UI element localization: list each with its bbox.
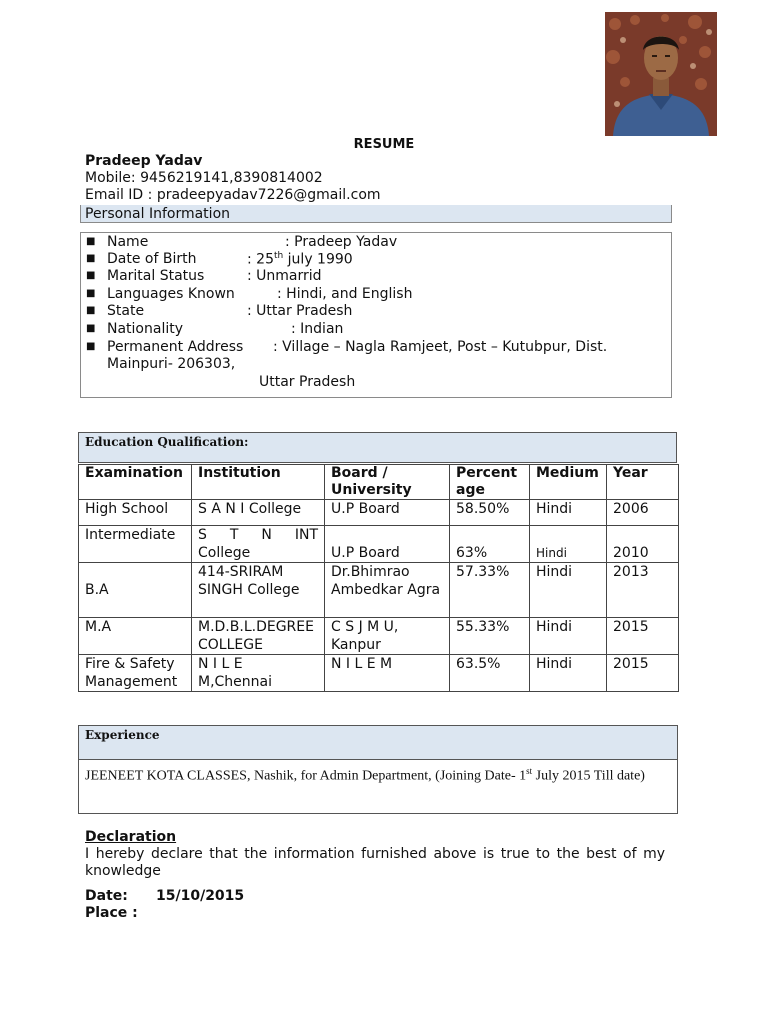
bullet-icon: ■ — [86, 288, 96, 299]
table-cell: 2006 — [607, 500, 679, 526]
table-row — [79, 618, 679, 655]
table-row — [79, 526, 679, 563]
column-header: Institution — [192, 465, 325, 500]
education-table — [78, 464, 679, 692]
declaration-text: I hereby declare that the information furnished above is true to the best of my knowledge — [85, 846, 665, 879]
column-header: Medium — [530, 465, 607, 500]
bullet-icon: ■ — [86, 270, 96, 281]
experience-text: JEENEET KOTA CLASSES, Nashik, for Admin Department, (Joining Date- 1st July 2015 Till date) — [78, 760, 678, 814]
table-cell: Hindi — [530, 655, 607, 692]
personal-key: Languages Known — [107, 286, 235, 302]
table-cell: 58.50% — [450, 500, 530, 526]
mobile-line: Mobile: 9456219141,8390814002 — [85, 170, 323, 186]
profile-photo-image — [605, 12, 717, 136]
personal-key: Nationality — [107, 321, 184, 337]
table-cell: Dr.Bhimrao Ambedkar Agra — [325, 563, 450, 618]
resume-title: RESUME — [353, 137, 415, 152]
table-cell: M.A — [79, 618, 192, 655]
table-cell: S A N I College — [192, 500, 325, 526]
personal-value: : Village – Nagla Ramjeet, Post – Kutubpur, Dist. — [273, 339, 608, 355]
personal-value: : Uttar Pradesh — [247, 303, 353, 319]
personal-key: Name — [107, 234, 149, 250]
table-header-row — [79, 465, 679, 500]
table-cell: Hindi — [530, 563, 607, 618]
bullet-icon: ■ — [86, 236, 96, 247]
bullet-icon: ■ — [86, 341, 96, 352]
personal-value: : Pradeep Yadav — [285, 234, 398, 250]
table-cell: 63% — [450, 526, 530, 563]
table-cell: M.D.B.L.DEGREE COLLEGE — [192, 618, 325, 655]
table-cell: U.P Board — [325, 500, 450, 526]
table-cell: C S J M U, Kanpur — [325, 618, 450, 655]
personal-key: Permanent Address — [107, 339, 244, 355]
table-cell: B.A — [79, 563, 192, 618]
table-cell: U.P Board — [325, 526, 450, 563]
column-header: Percent age — [450, 465, 530, 500]
table-cell: 2013 — [607, 563, 679, 618]
personal-key: Date of Birth — [107, 251, 197, 267]
personal-key: State — [107, 303, 145, 319]
table-cell: Intermediate — [79, 526, 192, 563]
table-cell: 55.33% — [450, 618, 530, 655]
personal-info-box: ■ Name : Pradeep Yadav ■ Date of Birth : 25th july 1990 ■ Marital Status : Unmarrid ■ Languages Known : Hindi, and English ■ State : Uttar Pradesh ■ Nationality : Indian ■ Permanent Address : Village – Nagla Ramjeet, Post – Kutubpur, Dist. Mainpuri- 206303, Uttar Pradesh — [80, 232, 672, 398]
table-row — [79, 500, 679, 526]
table-cell: 414-SRIRAM SINGH College — [192, 563, 325, 618]
column-header: Board / University — [325, 465, 450, 500]
candidate-name: Pradeep Yadav — [85, 153, 203, 169]
column-header: Examination — [79, 465, 192, 500]
date-label: Date: — [85, 888, 128, 904]
table-cell: 63.5% — [450, 655, 530, 692]
date-value: 15/10/2015 — [156, 888, 245, 904]
email-line: Email ID : pradeepyadav7226@gmail.com — [85, 187, 381, 203]
personal-value: : 25th july 1990 — [247, 251, 353, 268]
profile-photo — [605, 12, 717, 136]
education-heading: Education Qualification: — [78, 432, 677, 463]
table-cell: 2015 — [607, 655, 679, 692]
table-row — [79, 563, 679, 618]
table-cell: 57.33% — [450, 563, 530, 618]
personal-value: : Hindi, and English — [277, 286, 413, 302]
table-cell: N I L E M — [325, 655, 450, 692]
table-cell: 2015 — [607, 618, 679, 655]
table-cell: Hindi — [530, 500, 607, 526]
personal-value: : Unmarrid — [247, 268, 322, 284]
table-cell: Hindi — [530, 618, 607, 655]
declaration-heading: Declaration — [85, 829, 177, 845]
table-cell: 2010 — [607, 526, 679, 563]
bullet-icon: ■ — [86, 253, 96, 264]
table-cell: S T N INT College — [192, 526, 325, 563]
bullet-icon: ■ — [86, 323, 96, 334]
table-cell: Hindi — [530, 526, 607, 563]
personal-key: Marital Status — [107, 268, 205, 284]
personal-value: : Indian — [291, 321, 344, 337]
table-cell: High School — [79, 500, 192, 526]
table-cell: N I L E M,Chennai — [192, 655, 325, 692]
experience-heading: Experience — [78, 725, 678, 760]
place-label: Place : — [85, 905, 138, 921]
bullet-icon: ■ — [86, 305, 96, 316]
table-row — [79, 655, 679, 692]
table-cell: Fire & Safety Management — [79, 655, 192, 692]
personal-info-heading: Personal Information — [80, 205, 672, 223]
column-header: Year — [607, 465, 679, 500]
